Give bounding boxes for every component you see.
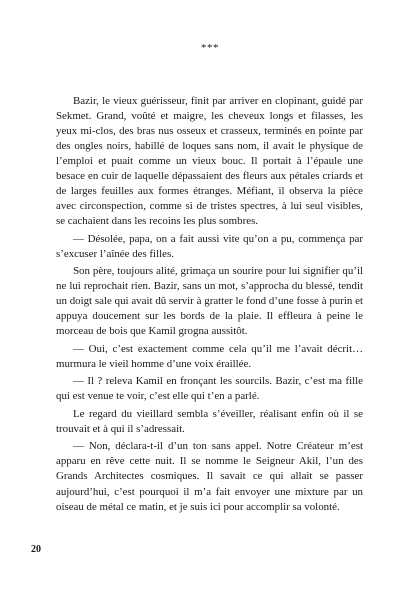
paragraph: Bazir, le vieux guérisseur, finit par arriver en clopinant, guidé par Sekmet. Grand, voûté et maigre, les cheveux longs et filasses, les yeux mi-clos, des bras nus osseux et crasseux, terminés en pointe par des ongles noirs, habillé de loques sans nom, il avait le physique de l’emploi et puait comme un vieux bouc. Il portait à l’épaule une besace en cuir de laquelle dépassaient des fleurs aux pétales criards et de larges feuilles aux formes étranges. Méfiant, il observa la pièce avec circonspection, comme si de tristes spectres, à lui seul visibles, se cachaient dans les recoins les plus sombres.	[56, 95, 363, 228]
body-text	[56, 94, 363, 517]
page-number: 20	[31, 544, 41, 555]
paragraph: Le regard du vieillard sembla s’éveiller, réalisant enfin où il se trouvait et à qui il s’adressait.	[56, 407, 363, 435]
paragraph: — Il ? releva Kamil en fronçant les sourcils. Bazir, c’est ma fille qui est venue te voir, c’est elle qui t’en a parlé.	[56, 375, 363, 403]
paragraph: Son père, toujours alité, grimaça un sourire pour lui signifier qu’il ne lui reprochait rien. Bazir, sans un mot, s’approcha du blessé, tendit un doigt sale qui avait dû servir à gratter le fond d’une fosse à purin et appuya doucement sur les bords de la plaie. Il effleura à peine le morceau de bois que Kamil grogna aussitôt.	[56, 265, 363, 338]
section-separator: ***	[201, 42, 219, 54]
paragraph: — Oui, c’est exactement comme cela qu’il me l’avait décrit… murmura le vieil homme d’une voix éraillée.	[56, 342, 363, 370]
paragraph: — Non, déclara-t-il d’un ton sans appel. Notre Créateur m’est apparu en rêve cette nuit. Il se nomme le Seigneur Akil, l’un des Grands Architectes cosmiques. Il savait ce qui allait se passer aujourd’hui, c’est pourquoi il m’a fait envoyer une mixture par un oiseau de métal ce matin, et je suis ici pour accomplir sa volonté.	[56, 440, 363, 513]
paragraph: — Désolée, papa, on a fait aussi vite qu’on a pu, commença par s’excuser l’aînée des filles.	[56, 232, 363, 260]
